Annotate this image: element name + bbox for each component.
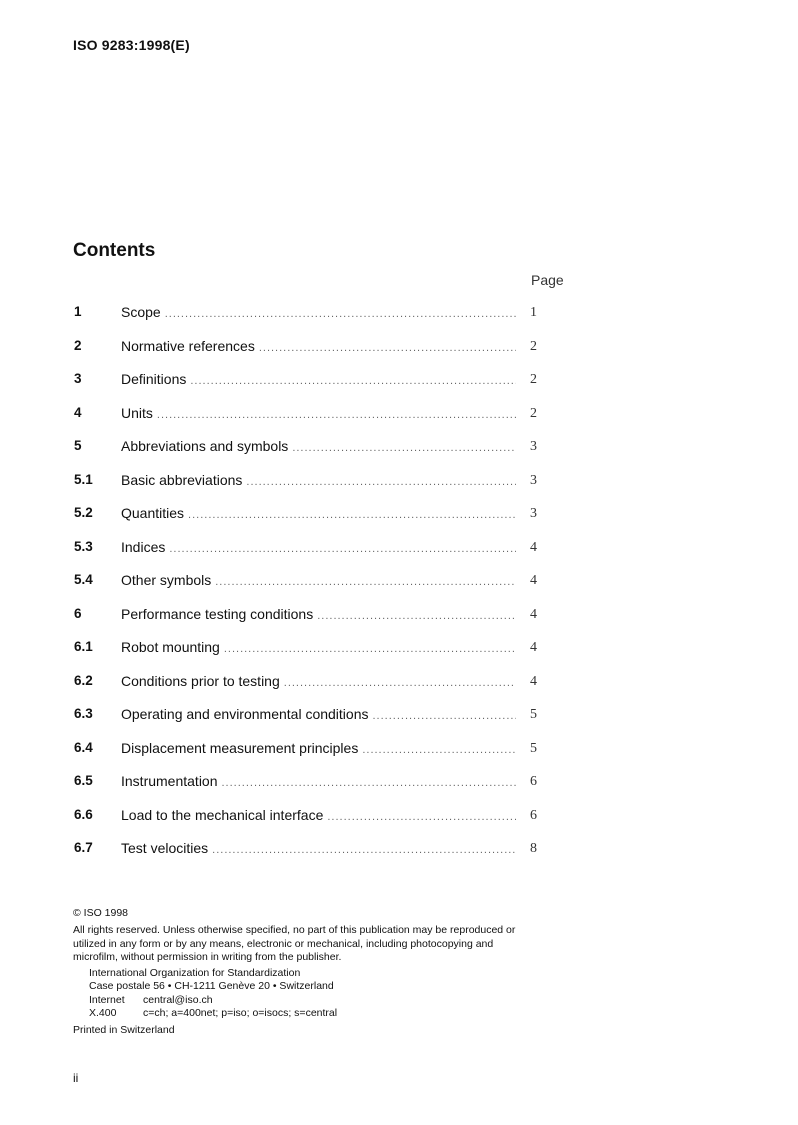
toc-leader-dots — [224, 643, 516, 655]
toc-entry[interactable] — [74, 669, 544, 703]
toc-leader-dots — [215, 576, 516, 588]
toc-entry-page: 6 — [530, 774, 537, 789]
toc-leader-dots — [246, 476, 516, 488]
toc-entry-title: Units — [121, 404, 153, 421]
toc-leader-dots — [222, 777, 517, 789]
toc-entry-number: 6.6 — [74, 806, 93, 822]
toc-entry-number: 1 — [74, 304, 82, 319]
toc-entry-number: 5.2 — [74, 505, 93, 520]
toc-entry-title: Performance testing conditions — [121, 605, 314, 622]
copyright-notice: © ISO 1998 — [73, 907, 129, 919]
toc-entry-page: 2 — [530, 372, 537, 387]
page-column-label: Page — [531, 272, 564, 288]
copyright-block — [73, 907, 533, 1038]
toc-entry-page: 3 — [530, 439, 537, 454]
toc-entry-title: Conditions prior to testing — [121, 672, 280, 689]
toc-entry-number: 4 — [74, 404, 82, 420]
toc-entry-title: Abbreviations and symbols — [121, 438, 289, 454]
toc-entry-page: 4 — [530, 673, 537, 689]
contents-heading: Contents — [73, 240, 156, 261]
toc-entry[interactable] — [74, 300, 544, 334]
toc-leader-dots — [212, 844, 516, 856]
internet-value: central@iso.ch — [143, 993, 213, 1006]
toc-leader-dots — [188, 509, 516, 521]
toc-entry-title: Definitions — [121, 371, 187, 387]
toc-entry-page: 2 — [530, 338, 537, 354]
toc-entry-number: 6.2 — [74, 672, 93, 688]
toc-entry-number: 3 — [74, 371, 82, 386]
toc-entry[interactable] — [74, 769, 544, 803]
toc-entry-title: Normative references — [121, 337, 255, 354]
toc-leader-dots — [373, 710, 517, 722]
toc-entry[interactable] — [74, 736, 544, 770]
toc-entry[interactable] — [74, 468, 544, 502]
toc-entry[interactable] — [74, 334, 544, 368]
toc-entry-page: 3 — [530, 472, 537, 488]
internet-label: Internet — [89, 993, 125, 1006]
toc-entry[interactable] — [74, 568, 544, 602]
toc-entry-page: 6 — [530, 807, 537, 823]
x400-value: c=ch; a=400net; p=iso; o=isocs; s=central — [143, 1007, 338, 1020]
toc-entry-title: Test velocities — [121, 840, 209, 856]
toc-entry-number: 6.4 — [74, 739, 93, 755]
toc-entry-title: Displacement measurement principles — [121, 739, 359, 756]
publisher-address — [73, 967, 533, 1020]
toc-entry-title: Robot mounting — [121, 639, 220, 655]
toc-entry[interactable] — [74, 836, 544, 870]
toc-entry-page: 5 — [530, 740, 537, 756]
toc-entry-number: 2 — [74, 337, 82, 353]
toc-entry-title: Instrumentation — [121, 773, 218, 789]
toc-entry-page: 4 — [530, 640, 537, 655]
toc-entry-title: Scope — [121, 304, 161, 320]
page-number: ii — [73, 1071, 79, 1085]
toc-entry-page: 3 — [530, 506, 537, 521]
toc-entry-number: 5.3 — [74, 538, 93, 554]
organization-name: International Organization for Standardization — [89, 967, 301, 980]
toc-entry[interactable] — [74, 702, 544, 736]
toc-entry-title: Operating and environmental conditions — [121, 706, 369, 722]
toc-entry[interactable] — [74, 535, 544, 569]
toc-entry-page: 5 — [530, 707, 537, 722]
toc-entry-page: 4 — [530, 606, 537, 622]
toc-leader-dots — [362, 744, 516, 756]
toc-entry[interactable] — [74, 602, 544, 636]
internet-contact — [89, 994, 533, 1007]
toc-entry[interactable] — [74, 434, 544, 468]
toc-entry[interactable] — [74, 401, 544, 435]
toc-leader-dots — [327, 811, 516, 823]
rights-statement: All rights reserved. Unless otherwise specified, no part of this publication may be reproduced or utilized in any form or by any means, electronic or mechanical, including photocopying and microfilm, without permission in writing from the publisher. — [73, 924, 516, 963]
postal-address: Case postale 56 • CH-1211 Genève 20 • Switzerland — [89, 980, 334, 993]
toc-leader-dots — [259, 342, 516, 354]
toc-leader-dots — [169, 543, 516, 555]
toc-entry[interactable] — [74, 367, 544, 401]
x400-contact — [89, 1007, 533, 1020]
toc-entry-title: Load to the mechanical interface — [121, 806, 324, 823]
toc-entry-title: Basic abbreviations — [121, 471, 243, 488]
toc-entry-page: 1 — [530, 305, 537, 320]
toc-entry[interactable] — [74, 501, 544, 535]
toc-entry[interactable] — [74, 803, 544, 837]
toc-leader-dots — [157, 409, 516, 421]
toc-entry-page: 2 — [530, 405, 537, 421]
toc-entry-number: 6.1 — [74, 639, 93, 654]
x400-label: X.400 — [89, 1007, 117, 1020]
toc-entry-number: 6.5 — [74, 773, 93, 788]
toc-leader-dots — [284, 677, 516, 689]
toc-entry-title: Other symbols — [121, 572, 212, 588]
toc-entry-number: 6.7 — [74, 840, 93, 855]
toc-entry-title: Quantities — [121, 505, 185, 521]
toc-entry-number: 5 — [74, 438, 82, 453]
toc-entry-number: 5.4 — [74, 572, 93, 587]
toc-entry-number: 5.1 — [74, 471, 93, 487]
toc-entry-page: 8 — [530, 841, 537, 856]
toc-entry-page: 4 — [530, 573, 537, 588]
toc-entry-number: 6 — [74, 605, 82, 621]
table-of-contents — [74, 300, 544, 870]
document-id: ISO 9283:1998(E) — [73, 37, 190, 53]
toc-entry-number: 6.3 — [74, 706, 93, 721]
toc-leader-dots — [317, 610, 516, 622]
toc-leader-dots — [190, 375, 516, 387]
toc-entry[interactable] — [74, 635, 544, 669]
toc-leader-dots — [292, 442, 516, 454]
toc-entry-title: Indices — [121, 538, 166, 555]
toc-entry-page: 4 — [530, 539, 537, 555]
printed-in: Printed in Switzerland — [73, 1024, 175, 1037]
toc-leader-dots — [165, 308, 516, 320]
